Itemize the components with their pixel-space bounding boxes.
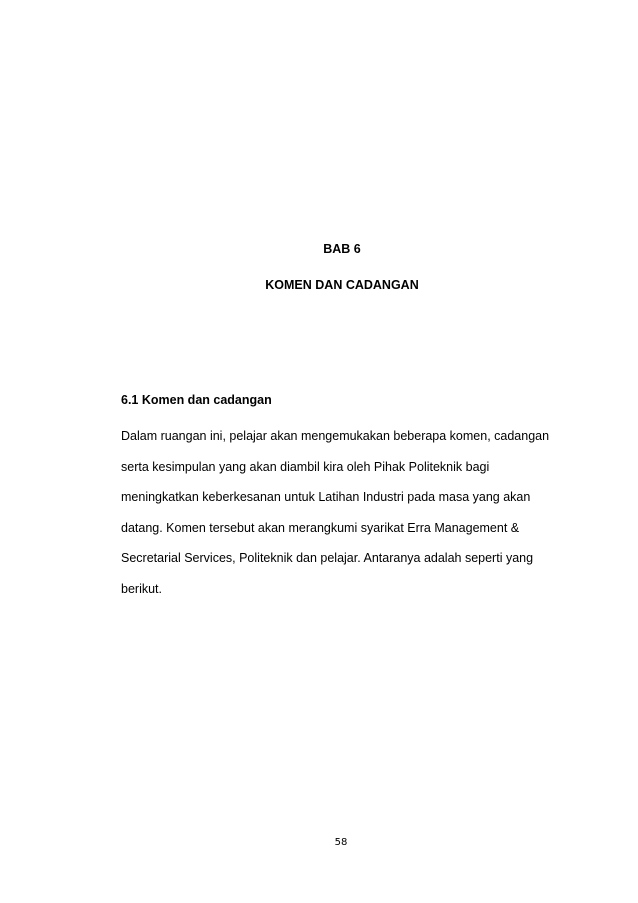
paragraph-line: berikut.	[121, 581, 162, 596]
page-number: 58	[334, 837, 348, 848]
paragraph-line: datang. Komen tersebut akan merangkumi syarikat Erra Management &	[121, 520, 520, 535]
body-paragraph	[121, 421, 571, 604]
paragraph-line: Secretarial Services, Politeknik dan pelajar. Antaranya adalah seperti yang	[121, 551, 534, 565]
paragraph-line: Dalam ruangan ini, pelajar akan mengemukakan beberapa komen, cadangan	[121, 429, 550, 443]
paragraph-line: meningkatkan keberkesanan untuk Latihan Industri pada masa yang akan	[121, 490, 531, 504]
section-heading: 6.1 Komen dan cadangan	[121, 393, 272, 407]
chapter-number: BAB 6	[323, 242, 361, 256]
chapter-title: KOMEN DAN CADANGAN	[265, 278, 419, 292]
paragraph-line: serta kesimpulan yang akan diambil kira oleh Pihak Politeknik bagi	[121, 459, 490, 474]
